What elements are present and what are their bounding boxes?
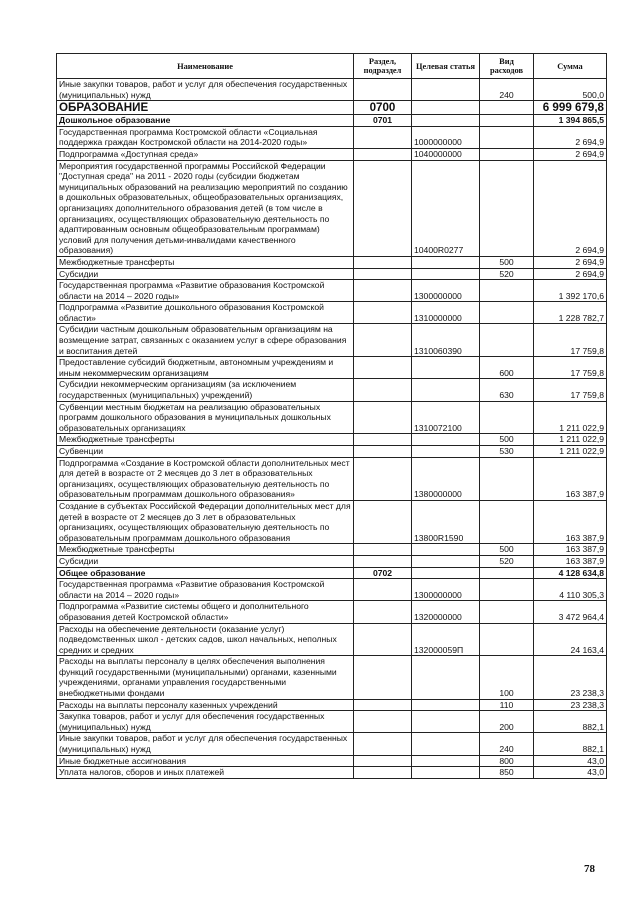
cell-expense-type: 530 bbox=[480, 446, 534, 458]
cell-name: Предоставление субсидий бюджетным, автономным учреждениям и иным некоммерческим организациям bbox=[57, 357, 354, 379]
table-row bbox=[57, 601, 607, 623]
cell-sum: 1 394 865,5 bbox=[534, 115, 607, 127]
cell-sum: 17 759,8 bbox=[534, 357, 607, 379]
cell-expense-type bbox=[480, 324, 534, 357]
cell-expense-type: 200 bbox=[480, 711, 534, 733]
cell-sum: 163 387,9 bbox=[534, 555, 607, 567]
cell-expense-type: 520 bbox=[480, 268, 534, 280]
cell-section: 0701 bbox=[354, 115, 412, 127]
table-row bbox=[57, 767, 607, 779]
cell-name: ОБРАЗОВАНИЕ bbox=[57, 101, 354, 115]
table-row bbox=[57, 256, 607, 268]
table-row bbox=[57, 148, 607, 160]
cell-name: Дошкольное образование bbox=[57, 115, 354, 127]
cell-name: Государственная программа Костромской области «Социальная поддержка граждан Костромской области на 2014-2020 годы» bbox=[57, 126, 354, 148]
page-number: 78 bbox=[584, 863, 595, 875]
cell-sum: 6 999 679,8 bbox=[534, 101, 607, 115]
table-row bbox=[57, 500, 607, 543]
cell-sum: 23 238,3 bbox=[534, 656, 607, 699]
cell-expense-type bbox=[480, 302, 534, 324]
cell-article: 132000059П bbox=[412, 623, 480, 656]
cell-expense-type: 110 bbox=[480, 699, 534, 711]
cell-sum: 2 694,9 bbox=[534, 160, 607, 256]
cell-article: 13800R1590 bbox=[412, 500, 480, 543]
cell-section bbox=[354, 79, 412, 101]
cell-section bbox=[354, 544, 412, 556]
table-row bbox=[57, 555, 607, 567]
cell-expense-type bbox=[480, 115, 534, 127]
cell-section bbox=[354, 623, 412, 656]
cell-sum: 43,0 bbox=[534, 767, 607, 779]
cell-section bbox=[354, 401, 412, 434]
table-row bbox=[57, 268, 607, 280]
cell-expense-type bbox=[480, 500, 534, 543]
cell-section bbox=[354, 446, 412, 458]
cell-name: Субвенции местным бюджетам на реализацию образовательных программ дошкольного образования в муниципальных дошкольных образовательных организациях bbox=[57, 401, 354, 434]
cell-section bbox=[354, 256, 412, 268]
header-expense-type: Вид расходов bbox=[480, 54, 534, 79]
table-row bbox=[57, 126, 607, 148]
cell-name: Подпрограмма «Развитие дошкольного образования Костромской области» bbox=[57, 302, 354, 324]
cell-name: Подпрограмма «Доступная среда» bbox=[57, 148, 354, 160]
cell-section: 0702 bbox=[354, 567, 412, 579]
cell-section bbox=[354, 733, 412, 755]
cell-section bbox=[354, 767, 412, 779]
cell-sum: 1 211 022,9 bbox=[534, 446, 607, 458]
cell-name: Субсидии некоммерческим организациям (за исключением государственных (муниципальных) учреждений) bbox=[57, 379, 354, 401]
cell-sum: 882,1 bbox=[534, 711, 607, 733]
cell-article bbox=[412, 434, 480, 446]
cell-sum: 163 387,9 bbox=[534, 457, 607, 500]
cell-expense-type bbox=[480, 579, 534, 601]
table-row bbox=[57, 457, 607, 500]
cell-name: Общее образование bbox=[57, 567, 354, 579]
header-article: Целевая статья bbox=[412, 54, 480, 79]
cell-article bbox=[412, 555, 480, 567]
cell-name: Уплата налогов, сборов и иных платежей bbox=[57, 767, 354, 779]
table-row bbox=[57, 733, 607, 755]
cell-section bbox=[354, 457, 412, 500]
cell-sum: 2 694,9 bbox=[534, 268, 607, 280]
cell-article: 1040000000 bbox=[412, 148, 480, 160]
cell-article: 1310000000 bbox=[412, 302, 480, 324]
cell-article bbox=[412, 711, 480, 733]
cell-name: Закупка товаров, работ и услуг для обеспечения государственных (муниципальных) нужд bbox=[57, 711, 354, 733]
cell-section bbox=[354, 379, 412, 401]
cell-name: Подпрограмма «Развитие системы общего и дополнительного образования детей Костромской области» bbox=[57, 601, 354, 623]
cell-section bbox=[354, 280, 412, 302]
cell-article bbox=[412, 767, 480, 779]
table-row bbox=[57, 755, 607, 767]
cell-article: 1310072100 bbox=[412, 401, 480, 434]
table-row bbox=[57, 446, 607, 458]
cell-section bbox=[354, 699, 412, 711]
cell-sum: 2 694,9 bbox=[534, 256, 607, 268]
cell-expense-type: 600 bbox=[480, 357, 534, 379]
cell-expense-type bbox=[480, 148, 534, 160]
cell-sum: 1 228 782,7 bbox=[534, 302, 607, 324]
cell-article bbox=[412, 357, 480, 379]
cell-sum: 4 110 305,3 bbox=[534, 579, 607, 601]
table-row bbox=[57, 160, 607, 256]
cell-expense-type: 240 bbox=[480, 733, 534, 755]
cell-sum: 4 128 634,8 bbox=[534, 567, 607, 579]
cell-expense-type: 500 bbox=[480, 434, 534, 446]
cell-article: 1300000000 bbox=[412, 579, 480, 601]
cell-article bbox=[412, 733, 480, 755]
table-row bbox=[57, 699, 607, 711]
cell-expense-type: 100 bbox=[480, 656, 534, 699]
cell-expense-type bbox=[480, 126, 534, 148]
cell-name: Субсидии bbox=[57, 555, 354, 567]
cell-expense-type bbox=[480, 601, 534, 623]
table-row bbox=[57, 401, 607, 434]
cell-article bbox=[412, 567, 480, 579]
cell-section bbox=[354, 656, 412, 699]
cell-article bbox=[412, 446, 480, 458]
cell-article: 1380000000 bbox=[412, 457, 480, 500]
cell-sum: 17 759,8 bbox=[534, 324, 607, 357]
cell-expense-type bbox=[480, 623, 534, 656]
table-row bbox=[57, 656, 607, 699]
cell-expense-type bbox=[480, 160, 534, 256]
cell-article bbox=[412, 79, 480, 101]
cell-expense-type: 240 bbox=[480, 79, 534, 101]
table-row bbox=[57, 79, 607, 101]
cell-sum: 163 387,9 bbox=[534, 544, 607, 556]
cell-expense-type bbox=[480, 280, 534, 302]
table-header-row bbox=[57, 54, 607, 79]
header-section: Раздел, подраздел bbox=[354, 54, 412, 79]
cell-name: Субвенции bbox=[57, 446, 354, 458]
cell-expense-type: 850 bbox=[480, 767, 534, 779]
table-row bbox=[57, 544, 607, 556]
cell-name: Иные бюджетные ассигнования bbox=[57, 755, 354, 767]
cell-expense-type bbox=[480, 457, 534, 500]
cell-sum: 1 211 022,9 bbox=[534, 434, 607, 446]
table-row bbox=[57, 623, 607, 656]
cell-article: 1300000000 bbox=[412, 280, 480, 302]
cell-section bbox=[354, 302, 412, 324]
cell-section bbox=[354, 755, 412, 767]
cell-sum: 43,0 bbox=[534, 755, 607, 767]
cell-section bbox=[354, 268, 412, 280]
cell-article bbox=[412, 101, 480, 115]
cell-sum: 882,1 bbox=[534, 733, 607, 755]
cell-article bbox=[412, 544, 480, 556]
cell-expense-type bbox=[480, 101, 534, 115]
cell-section bbox=[354, 357, 412, 379]
table-row bbox=[57, 711, 607, 733]
table-row bbox=[57, 567, 607, 579]
table-row bbox=[57, 379, 607, 401]
cell-section bbox=[354, 126, 412, 148]
cell-sum: 3 472 964,4 bbox=[534, 601, 607, 623]
cell-section bbox=[354, 579, 412, 601]
cell-name: Расходы на обеспечение деятельности (оказание услуг) подведомственных школ - детских садов, школ начальных, неполных средних и средних bbox=[57, 623, 354, 656]
table-row bbox=[57, 302, 607, 324]
cell-section bbox=[354, 160, 412, 256]
cell-article bbox=[412, 656, 480, 699]
cell-article: 1000000000 bbox=[412, 126, 480, 148]
cell-name: Субсидии bbox=[57, 268, 354, 280]
cell-name: Межбюджетные трансферты bbox=[57, 434, 354, 446]
cell-expense-type bbox=[480, 567, 534, 579]
cell-sum: 163 387,9 bbox=[534, 500, 607, 543]
cell-article: 1320000000 bbox=[412, 601, 480, 623]
cell-name: Иные закупки товаров, работ и услуг для обеспечения государственных (муниципальных) нужд bbox=[57, 733, 354, 755]
cell-expense-type: 800 bbox=[480, 755, 534, 767]
cell-section bbox=[354, 500, 412, 543]
cell-article bbox=[412, 379, 480, 401]
cell-section bbox=[354, 555, 412, 567]
cell-article bbox=[412, 268, 480, 280]
table-row bbox=[57, 115, 607, 127]
table-row bbox=[57, 280, 607, 302]
cell-name: Иные закупки товаров, работ и услуг для обеспечения государственных (муниципальных) нужд bbox=[57, 79, 354, 101]
cell-article bbox=[412, 256, 480, 268]
cell-sum: 17 759,8 bbox=[534, 379, 607, 401]
table-row bbox=[57, 357, 607, 379]
cell-section bbox=[354, 148, 412, 160]
cell-name: Государственная программа «Развитие образования Костромской области на 2014 – 2020 годы» bbox=[57, 280, 354, 302]
table-body bbox=[57, 79, 607, 779]
cell-sum: 23 238,3 bbox=[534, 699, 607, 711]
cell-section: 0700 bbox=[354, 101, 412, 115]
cell-expense-type: 500 bbox=[480, 544, 534, 556]
cell-sum: 2 694,9 bbox=[534, 126, 607, 148]
cell-sum: 500,0 bbox=[534, 79, 607, 101]
cell-article bbox=[412, 755, 480, 767]
cell-section bbox=[354, 711, 412, 733]
cell-name: Расходы на выплаты персоналу в целях обеспечения выполнения функций государственными (муниципальными) органами, казенными учреждениями, органами управления государственными внебюджетными фондами bbox=[57, 656, 354, 699]
cell-name: Субсидии частным дошкольным образовательным организациям на возмещение затрат, связанных с оказанием услуг в сфере образования и воспитания детей bbox=[57, 324, 354, 357]
cell-article bbox=[412, 115, 480, 127]
header-sum: Сумма bbox=[534, 54, 607, 79]
cell-name: Расходы на выплаты персоналу казенных учреждений bbox=[57, 699, 354, 711]
cell-expense-type: 520 bbox=[480, 555, 534, 567]
cell-name: Создание в субъектах Российской Федерации дополнительных мест для детей в возрасте от 2 месяцев до 3 лет в образовательных организациях, осуществляющих образовательную деятельность по образовательным программам дошкольного образования bbox=[57, 500, 354, 543]
cell-expense-type bbox=[480, 401, 534, 434]
cell-sum: 24 163,4 bbox=[534, 623, 607, 656]
table-row bbox=[57, 579, 607, 601]
cell-sum: 2 694,9 bbox=[534, 148, 607, 160]
cell-sum: 1 392 170,6 bbox=[534, 280, 607, 302]
cell-name: Межбюджетные трансферты bbox=[57, 544, 354, 556]
cell-name: Мероприятия государственной программы Российской Федерации "Доступная среда" на 2011 - 2020 годы (субсидии бюджетам муниципальных образований на реализацию мероприятий по созданию в дошкольных образовательных, общеобразовательных организациях, организациях дополнительного образования детей (в том числе в организациях, осуществляющих образовательную деятельность по адаптированным основным общеобразовательным программам) условий для получения детьми-инвалидами качественного образования) bbox=[57, 160, 354, 256]
table-row bbox=[57, 434, 607, 446]
budget-table bbox=[56, 53, 607, 779]
table-row bbox=[57, 101, 607, 115]
cell-name: Государственная программа «Развитие образования Костромской области на 2014 – 2020 годы» bbox=[57, 579, 354, 601]
cell-article: 1310060390 bbox=[412, 324, 480, 357]
cell-sum: 1 211 022,9 bbox=[534, 401, 607, 434]
cell-article bbox=[412, 699, 480, 711]
cell-section bbox=[354, 434, 412, 446]
cell-expense-type: 500 bbox=[480, 256, 534, 268]
cell-name: Межбюджетные трансферты bbox=[57, 256, 354, 268]
cell-section bbox=[354, 324, 412, 357]
cell-name: Подпрограмма «Создание в Костромской области дополнительных мест для детей в возрасте от 2 месяцев до 3 лет в образовательных организациях, осуществляющих образовательную деятельность по образовательным программам дошкольного образования» bbox=[57, 457, 354, 500]
table-row bbox=[57, 324, 607, 357]
cell-article: 10400R0277 bbox=[412, 160, 480, 256]
cell-expense-type: 630 bbox=[480, 379, 534, 401]
cell-section bbox=[354, 601, 412, 623]
header-name: Наименование bbox=[57, 54, 354, 79]
